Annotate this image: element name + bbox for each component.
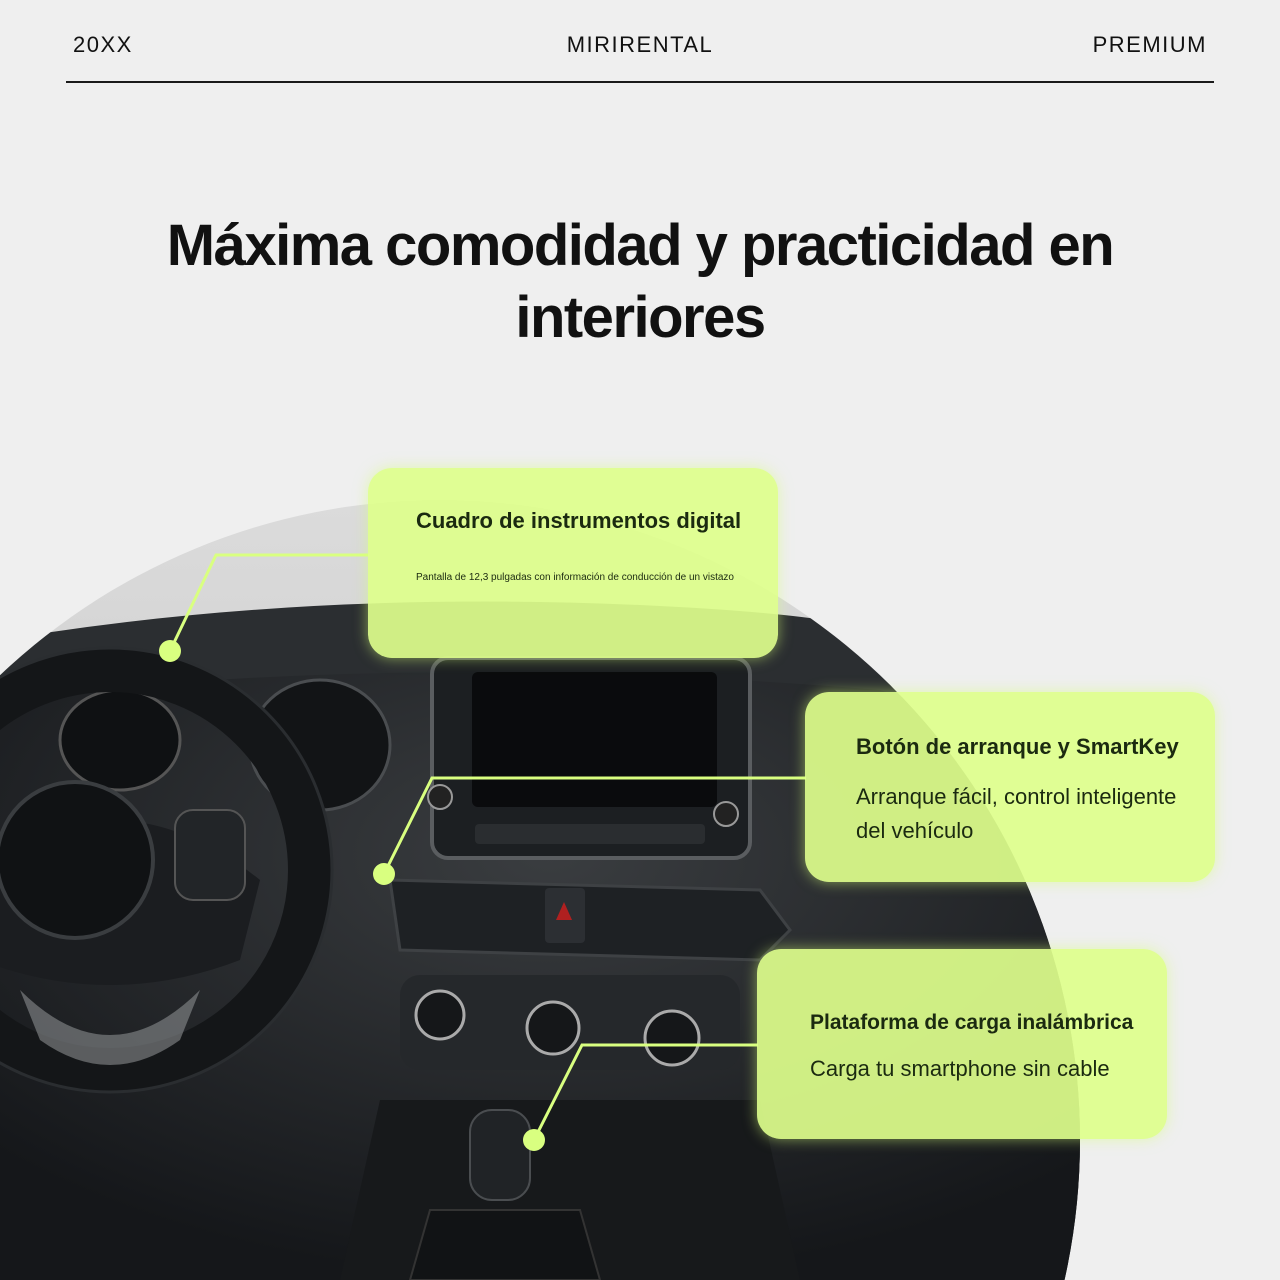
feature-description: Carga tu smartphone sin cable xyxy=(810,1056,1110,1081)
feature-card-smartkey xyxy=(805,692,1215,882)
feature-title: Cuadro de instrumentos digital xyxy=(416,508,742,533)
tier-label: PREMIUM xyxy=(1092,32,1207,57)
feature-description: Pantalla de 12,3 pulgadas con información de conducción de un vistazo xyxy=(416,572,734,583)
brand-name: MIRIRENTAL xyxy=(566,32,714,57)
feature-description: Arranque fácil, control inteligente del vehículo xyxy=(856,784,1177,843)
feature-title: Botón de arranque y SmartKey xyxy=(856,734,1179,759)
feature-card-instrument-cluster xyxy=(368,468,778,658)
feature-title: Plataforma de carga inalámbrica xyxy=(810,1011,1134,1034)
feature-card-wireless-charging xyxy=(757,949,1167,1139)
page-title: Máxima comodidad y practicidad en interiores xyxy=(166,213,1114,350)
year-label: 20XX xyxy=(73,32,133,57)
